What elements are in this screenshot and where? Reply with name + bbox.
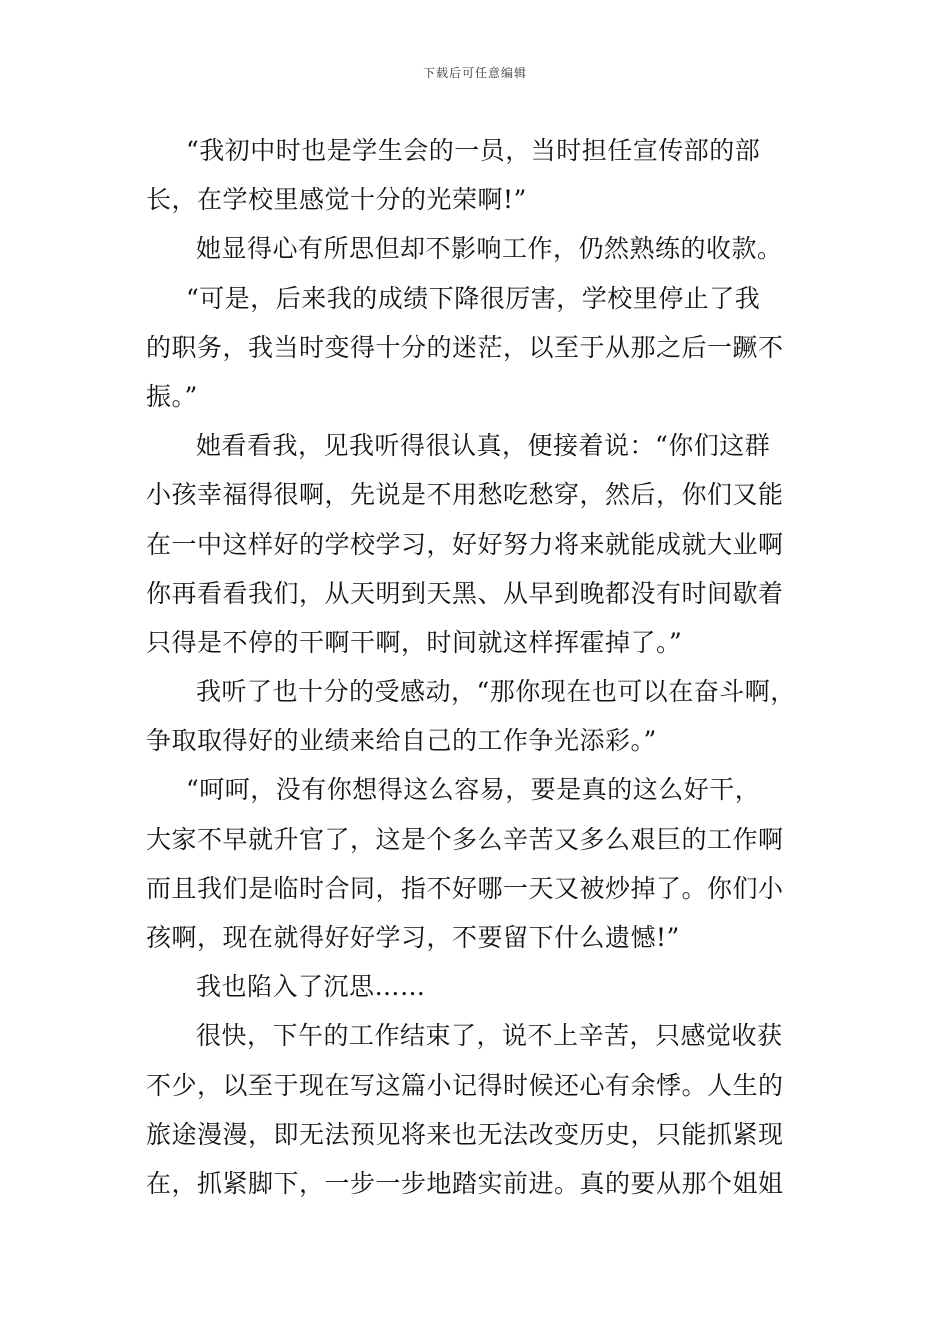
text-line: 她看看我，见我听得很认真，便接着说：“你们这群 bbox=[196, 431, 771, 461]
text-line: 不少，以至于现在写这篇小记得时候还心有余悸。人生的 bbox=[146, 1070, 784, 1100]
text-line: “呵呵，没有你想得这么容易，要是真的这么好干， bbox=[186, 775, 761, 805]
text-line: “可是，后来我的成绩下降很厉害，学校里停止了我 bbox=[186, 283, 761, 313]
text-line: 旅途漫漫，即无法预见将来也无法改变历史，只能抓紧现 bbox=[146, 1119, 784, 1149]
text-line: 的职务，我当时变得十分的迷茫，以至于从那之后一蹶不 bbox=[146, 332, 784, 362]
text-line: “我初中时也是学生会的一员，当时担任宣传部的部 bbox=[186, 136, 761, 165]
text-line: 小孩幸福得很啊，先说是不用愁吃愁穿，然后，你们又能 bbox=[146, 480, 784, 510]
text-line: 只得是不停的干啊干啊，时间就这样挥霍掉了。” bbox=[146, 627, 683, 657]
text-line: 振。” bbox=[146, 381, 198, 411]
text-line: 她显得心有所思但却不影响工作，仍然熟练的收款。 bbox=[196, 234, 783, 264]
text-line: 孩啊，现在就得好好学习，不要留下什么遗憾!” bbox=[146, 923, 680, 952]
text-line: 很快，下午的工作结束了，说不上辛苦，只感觉收获 bbox=[196, 1021, 783, 1051]
text-line: 而且我们是临时合同，指不好哪一天又被炒掉了。你们小 bbox=[146, 873, 784, 903]
text-line: 长，在学校里感觉十分的光荣啊!” bbox=[146, 185, 527, 215]
text-line: 你再看看我们，从天明到天黑、从早到晚都没有时间歇着 bbox=[146, 578, 784, 608]
text-line: 大家不早就升官了，这是个多么辛苦又多么艰巨的工作啊 bbox=[146, 824, 784, 854]
page-header: 下载后可任意编辑 bbox=[422, 66, 527, 80]
text-line: 在一中这样好的学校学习，好好努力将来就能成就大业啊 bbox=[146, 529, 784, 559]
text-line: 我听了也十分的受感动，“那你现在也可以在奋斗啊， bbox=[196, 677, 796, 707]
text-line: 在，抓紧脚下，一步一步地踏实前进。真的要从那个姐姐 bbox=[146, 1168, 784, 1198]
text-line: 争取取得好的业绩来给自己的工作争光添彩。” bbox=[146, 726, 657, 756]
document-body bbox=[146, 126, 826, 1208]
text-line: 我也陷入了沉思…… bbox=[196, 972, 426, 1002]
